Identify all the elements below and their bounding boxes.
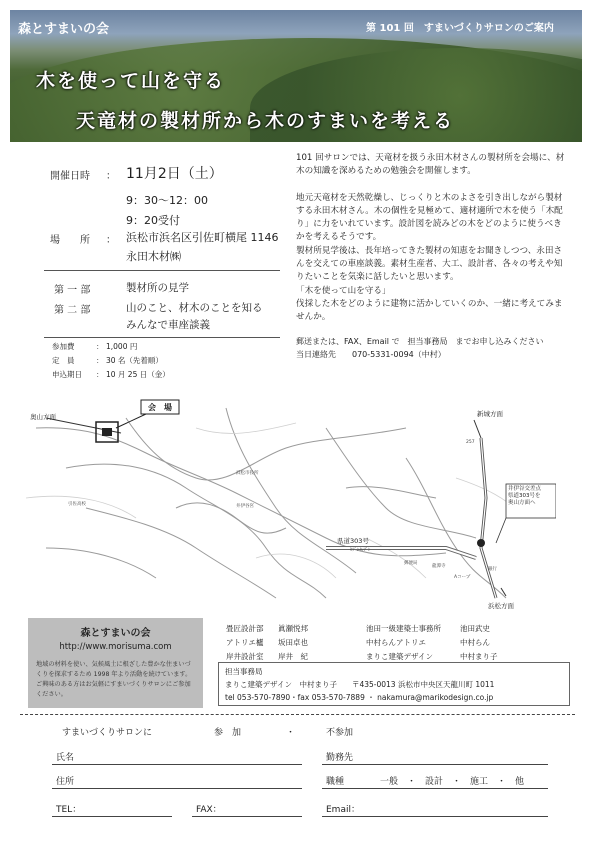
separator-dot: ・ <box>286 728 296 738</box>
colon: ： <box>96 356 104 365</box>
fax-label: FAX： <box>196 805 222 815</box>
org-name-header: 森とすまいの会 <box>18 22 110 37</box>
salon-title: 第 101 回 すまいづくりサロンのご案内 <box>366 23 554 34</box>
contact-phone-email: tel 053-570-7890・fax 053-570-7889 ・ nakamura@marikodesign.co.jp <box>225 693 494 702</box>
main-title-line1: 木を使って山を守る <box>36 70 226 92</box>
map-note <box>508 486 541 507</box>
part1-text: 製材所の見学 <box>126 282 189 294</box>
colon: ： <box>106 171 116 182</box>
map-landmark: 銀行 <box>488 567 497 572</box>
divider <box>44 337 280 338</box>
workplace-field[interactable] <box>322 764 548 765</box>
map-drawing <box>26 398 556 608</box>
member-office: アトリエ櫨 <box>226 638 264 647</box>
name-field[interactable] <box>52 764 302 765</box>
capacity-value: 30 名（先着順） <box>106 356 163 365</box>
fee-value: 1,000 円 <box>106 342 138 351</box>
member-name: 中村らん <box>460 638 490 647</box>
contact-title: 担当事務局 <box>225 667 263 676</box>
capacity-label: 定 員 <box>52 356 75 365</box>
member-name: 池田武史 <box>460 624 490 633</box>
event-description <box>296 152 566 361</box>
colon: ： <box>96 342 104 351</box>
member-name: 中村まり子 <box>460 652 498 661</box>
map-landmark: ｾﾌﾞﾝｲﾚﾌﾞﾝ <box>350 548 371 553</box>
contact-address: まりこ建築デザイン 中村まり子 〒435-0013 浜松市中央区天龍川町 1011 <box>225 680 495 689</box>
map-landmark: 郵便局 <box>404 561 418 566</box>
member-name: 眞瀬悦邦 <box>278 624 308 633</box>
member-name: 坂田卓也 <box>278 638 308 647</box>
access-map <box>26 398 556 608</box>
member-name: 岸井 紀 <box>278 652 308 661</box>
job-label: 職種 <box>326 777 345 787</box>
desc-paragraph: 伐採した木をどのように建物に活かしていくのか、一緒に考えてみませんか。 <box>296 298 563 323</box>
date-label: 開催日時 <box>50 171 90 182</box>
main-title-line2: 天竜材の製材所から木のすまいを考える <box>76 110 455 132</box>
colon: ： <box>106 235 116 246</box>
tel-label: TEL： <box>56 805 82 815</box>
desc-paragraph: 製材所見学後は、長年培ってきた製材の知恵をお聞きしつつ、永田さんを交えての車座談義。素材生産者、大工、設計者、各々の考えや知りたいことを気楽に話したいと思います。 <box>296 245 563 283</box>
deadline-label: 申込期日 <box>52 370 82 379</box>
event-time: 9：30～12：00 <box>126 194 208 207</box>
desc-paragraph: 地元天竜材を天然乾燥し、じっくりと木のよさを引き出しながら製材する永田木材さん。木の個性を見極めて、適材適所で木を使う「木配り」に力をいれています。設計図を読みどの木をどのように使うべきかを考えるそうです。 <box>296 192 563 243</box>
map-landmark: 引佐高校 <box>68 502 86 507</box>
deadline-value: 10 月 25 日（金） <box>106 370 170 379</box>
member-office: 岸井設計室 <box>226 652 264 661</box>
desc-catchphrase: 「木を使って山を守る」 <box>296 285 391 296</box>
map-venue-label: 会 場 <box>148 403 172 412</box>
event-reception: 9：20受付 <box>126 214 180 227</box>
desc-intro: 101 回サロンでは、天竜材を扱う永田木材さんの製材所を会場に、材木の知識を深めるための勉強会を開催します。 <box>296 153 565 177</box>
org-info-box <box>28 618 203 708</box>
map-landmark: 浜松市役所 <box>236 471 259 476</box>
member-office: 中村らんアトリエ <box>366 638 426 647</box>
colon: ： <box>96 370 104 379</box>
cut-line <box>20 714 575 715</box>
map-note-line: 井伊谷交差点 <box>508 486 542 492</box>
absent-option[interactable]: 不参加 <box>326 728 354 738</box>
event-place: 浜松市浜名区引佐町横尾 1146 <box>126 231 279 244</box>
job-field[interactable] <box>322 788 548 789</box>
address-label: 住所 <box>56 777 75 787</box>
day-contact: 当日連絡先 070-5331-0094（中村） <box>296 349 446 359</box>
map-landmark: Aコープ <box>454 575 471 580</box>
map-shinshiro-label: 新城方面 <box>477 410 503 418</box>
contact-box <box>218 662 570 706</box>
fax-field[interactable] <box>192 816 302 817</box>
org-url[interactable]: http://www.morisuma.com <box>59 642 172 652</box>
map-landmark: 257 <box>466 440 475 445</box>
map-landmark: 井伊谷宮 <box>236 504 254 509</box>
attend-option[interactable]: 参 加 <box>214 728 242 738</box>
org-name: 森とすまいの会 <box>80 628 151 639</box>
map-note-line: 奥山方面へ <box>508 500 536 506</box>
event-date: 11月2日（土） <box>126 166 223 182</box>
map-landmark: 龍潭寺 <box>432 564 446 569</box>
address-field[interactable] <box>52 788 302 789</box>
workplace-label: 勤務先 <box>326 753 354 763</box>
org-description: 地域の材料を使い、気候風土に根ざした豊かな住まいづくりを探求するため 1998 年より活動を続けています。ご興味のある方はお気軽にすまいづくりサロンにご参加ください。 <box>36 661 192 698</box>
map-hamamatsu-label: 浜松方面 <box>488 602 514 610</box>
divider <box>44 270 280 271</box>
map-okuyama-label: 奥山方面 <box>30 413 56 421</box>
email-label: Email： <box>326 805 360 815</box>
fee-label: 参加費 <box>52 342 75 351</box>
job-options[interactable]: 一般 ・ 設計 ・ 施工 ・ 他 <box>380 777 525 787</box>
form-salon-label: すまいづくりサロンに <box>62 728 153 738</box>
email-field[interactable] <box>322 816 548 817</box>
member-office: 池田一級建築士事務所 <box>366 624 441 633</box>
member-office: 畳匠設計部 <box>226 624 264 633</box>
part1-label: 第 一 部 <box>54 285 91 296</box>
map-note-line: 県道303号を <box>508 493 541 499</box>
map-route-label: 県道303号 <box>337 537 369 545</box>
event-place-company: 永田木材㈱ <box>126 250 181 263</box>
place-label: 場 所 <box>50 235 90 246</box>
part2-label: 第 二 部 <box>54 305 91 316</box>
name-label: 氏名 <box>56 753 75 763</box>
member-office: まりこ建築デザイン <box>366 652 433 661</box>
part2-text-line1: 山のこと、材木のことを知る <box>126 302 263 314</box>
part2-text-line2: みんなで車座談義 <box>126 319 210 331</box>
apply-instructions: 郵送または、FAX、Email で 担当事務局 までお申し込みください <box>296 336 544 346</box>
tel-field[interactable] <box>52 816 172 817</box>
